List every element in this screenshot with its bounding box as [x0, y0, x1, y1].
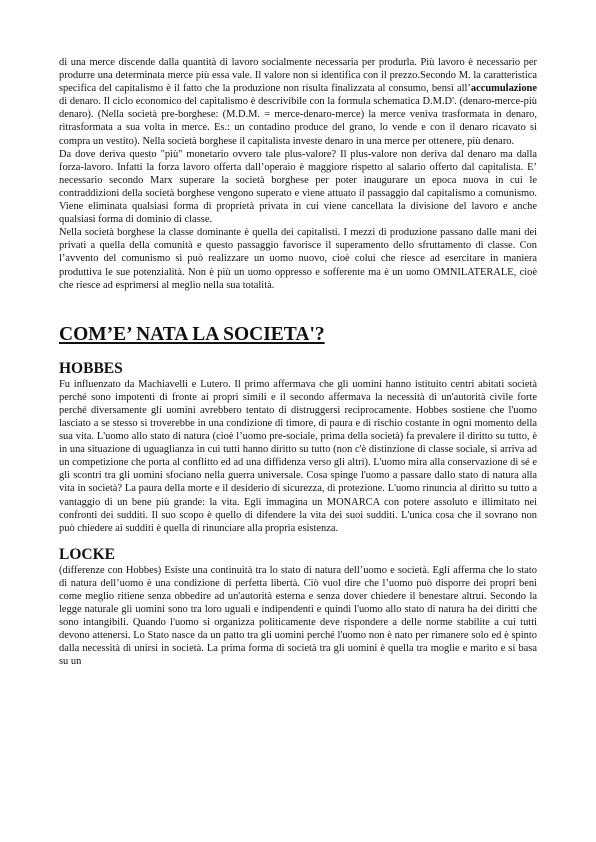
accumulazione-bold: accumulazione [470, 83, 537, 95]
hobbes-paragraph: Fu influenzato da Machiavelli e Lutero. Il primo affermava che gli uomini hanno istituito centri abitati società perché sono impotenti di fronte ai propri simili e il secondo affermava la necessità di un'autorità civile forte perché diversamente gli uomini avrebbero tentato di distruggersi reciprocamente. Hobbes sostiene che l'uomo lasciato a se stesso si troverebbe in una condizione di timore, di paura e di rischio costante in ogni momento della sua vita. L'uomo allo stato di natura (cioè l’uomo pre-sociale, prima della società) fa prevalere il diritto su tutto, è in una situazione di uguaglianza in cui tutti hanno diritto su tutto (non c'è distinzione di classe sociale, si arriva ad un competizione che porta al conflitto ed ad una diffidenza verso gli altri). L'uomo mira alla conservazione di sé e gli scontri tra gli uomini sfociano nella guerra universale. Cosa spinge l'uomo a passare dallo stato di natura alla vita in società? La paura della morte e il desiderio di sicurezza, di protezione. L'uomo rinuncia al diritto su tutto a vantaggio di un bene più grande: la vita. Egli immagina un MONARCA con potere assoluto e illimitato nei confronti dei sudditi. Il suo scopo è quello di difendere la vita dei suoi sudditi. L'unica cosa che il sovrano non può chiedere ai sudditi è quella di rinunciare alla propria esistenza. [59, 378, 537, 534]
intro-text-b: di denaro. Il ciclo economico del capitalismo è descrivibile con la formula schematica D.M.D'. (denaro-merce-più denaro). (Nella società pre-borghese: (M.D.M. = merce-denaro-merce) la merce veniva trasformata in denaro, ritrasformata a sua volta in merce. Es.: un contadino produce del grano, lo vende e con il denaro ricavato si compra un vestito). Nella società borghese il capitalista investe denaro in una merce per ottenere, più denaro. [59, 96, 537, 147]
intro-text-a: di una merce discende dalla quantità di lavoro socialmente necessaria per produrla. Più lavoro è necessario per produrre una determinata merce più essa vale. Il valore non si identifica con il prezzo.Secondo M. la caratteristica specifica del capitalismo è il fatto che la produzione non risulta finalizzata al consumo, bensì all’ [59, 57, 537, 95]
locke-heading: LOCKE [59, 545, 115, 563]
locke-paragraph: (differenze con Hobbes) Esiste una continuità tra lo stato di natura dell’uomo e società. Egli afferma che lo stato di natura dell’uomo è una condizione di perfetta libertà. Ciò vuol dire che l’uomo può disporre dei propri beni come meglio ritiene senza obbedire ad un'autorità esterna e senza dover chiedere il benestare altrui. Secondo la legge naturale gli uomini sono tra loro uguali e indipendenti e quindi l'uomo allo stato di natura ha dei diritti che sono intangibili. Quando l'uomo si organizza politicamente deve rispondere a delle norme stabilite a cui tutti devono attenersi. Lo Stato nasce da un patto tra gli uomini perché l'uomo non è nato per rimanere solo ed è spinto dalla necessità di unirsi in società. La prima forma di società tra gli uomini è quella tra moglie e marito e si basa su un [59, 564, 537, 668]
intro-paragraph-2: Da dove deriva questo "più" monetario ovvero tale plus-valore? Il plus-valore non deriva dal denaro ma dalla forza-lavoro. Infatti la forza lavoro offerta dall’operaio è maggiore rispetto al salario offerto dal capitalista. E’ necessario secondo Marx superare la società borghese per poter inaugurare un epoca nuova in cui le contraddizioni della società borghese vengono superato e viene attuato il passaggio dal capitalismo a comunismo. Viene eliminata qualsiasi forma di proprietà privata in cui viene cancellata la divisione del lavoro e anche qualsiasi forma di dominio di classe. [59, 148, 537, 226]
intro-paragraph-3: Nella società borghese la classe dominante è quella dei capitalisti. I mezzi di produzione passano dalle mani dei privati a quella della comunità e questo passaggio favorisce il superamento dello sfruttamento di classe. Con l’avvento del comunismo si può realizzare un uomo nuovo, cioè colui che riesce ad esercitare in maniera produttiva le sue potenzialità. Non è più un uomo oppresso e sofferente ma è un uomo OMNILATERALE, cioè che riesce ad esprimersi al meglio nella sua totalità. [59, 227, 537, 291]
hobbes-heading: HOBBES [59, 359, 123, 377]
intro-paragraph-1 [59, 56, 537, 148]
section-heading: COM’E’ NATA LA SOCIETA'? [59, 323, 325, 345]
